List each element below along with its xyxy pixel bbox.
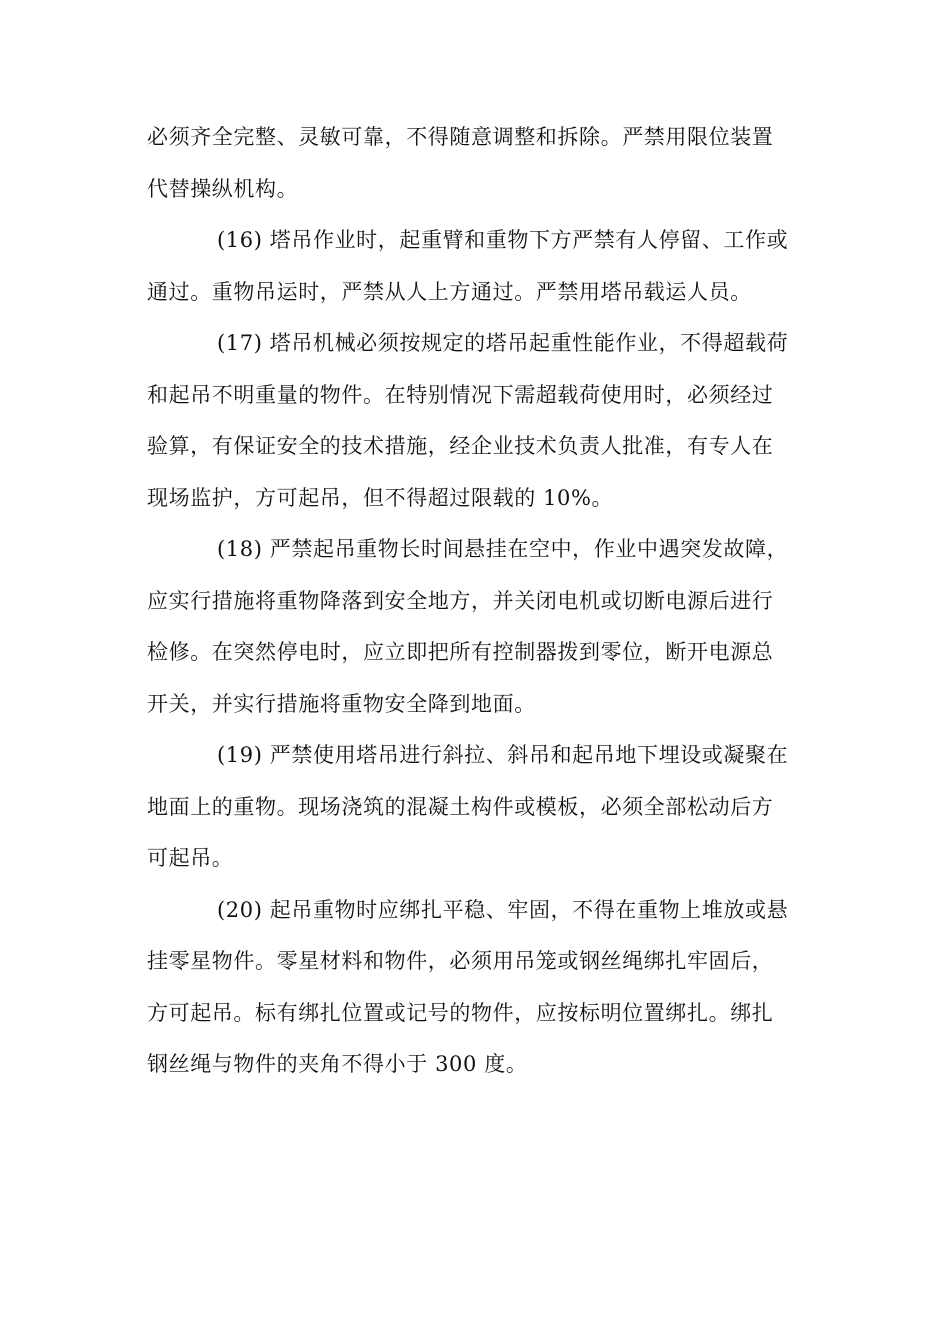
text-line: 钢丝绳与物件的夹角不得小于 300 度。 <box>147 1052 528 1076</box>
text-line: 方可起吊。标有绑扎位置或记号的物件，应按标明位置绑扎。绑扎 <box>147 1000 774 1025</box>
text-line: 通过。重物吊运时，严禁从人上方通过。严禁用塔吊载运人员。 <box>147 279 752 304</box>
paragraph-19 <box>147 730 802 885</box>
paragraph-20 <box>147 885 802 1091</box>
paragraph-16 <box>147 215 802 318</box>
text-line: (16) 塔吊作业时，起重臂和重物下方严禁有人停留、工作或 <box>217 228 789 252</box>
text-line: 现场监护，方可起吊，但不得超过限载的 10%。 <box>147 485 614 510</box>
text-line: (19) 严禁使用塔吊进行斜拉、斜吊和起吊地下埋设或凝聚在 <box>217 743 789 767</box>
text-line: (17) 塔吊机械必须按规定的塔吊起重性能作业，不得超载荷 <box>217 331 789 355</box>
text-line: 和起吊不明重量的物件。在特别情况下需超载荷使用时，必须经过 <box>147 382 774 407</box>
paragraph-17 <box>147 318 802 524</box>
text-line: 检修。在突然停电时，应立即把所有控制器拨到零位，断开电源总 <box>147 640 774 664</box>
text-line: 挂零星物件。零星材料和物件，必须用吊笼或钢丝绳绑扎牢固后， <box>147 949 774 973</box>
text-line: 验算，有保证安全的技术措施，经企业技术负责人批准，有专人在 <box>147 434 774 458</box>
text-line: (20) 起吊重物时应绑扎平稳、牢固，不得在重物上堆放或悬 <box>217 897 789 922</box>
paragraph-18 <box>147 524 802 730</box>
text-line: 应实行措施将重物降落到安全地方，并关闭电机或切断电源后进行 <box>147 588 774 613</box>
text-line: 可起吊。 <box>147 846 234 870</box>
text-line: 地面上的重物。现场浇筑的混凝土构件或模板，必须全部松动后方 <box>147 794 774 819</box>
text-line: 必须齐全完整、灵敏可靠，不得随意调整和拆除。严禁用限位装置 <box>147 125 774 149</box>
paragraph-15-continued <box>147 112 802 215</box>
text-line: 开关，并实行措施将重物安全降到地面。 <box>147 691 536 716</box>
document-body <box>147 112 802 1091</box>
text-line: 代替操纵机构。 <box>147 176 299 201</box>
text-line: (18) 严禁起吊重物长时间悬挂在空中，作业中遇突发故障， <box>217 537 789 561</box>
